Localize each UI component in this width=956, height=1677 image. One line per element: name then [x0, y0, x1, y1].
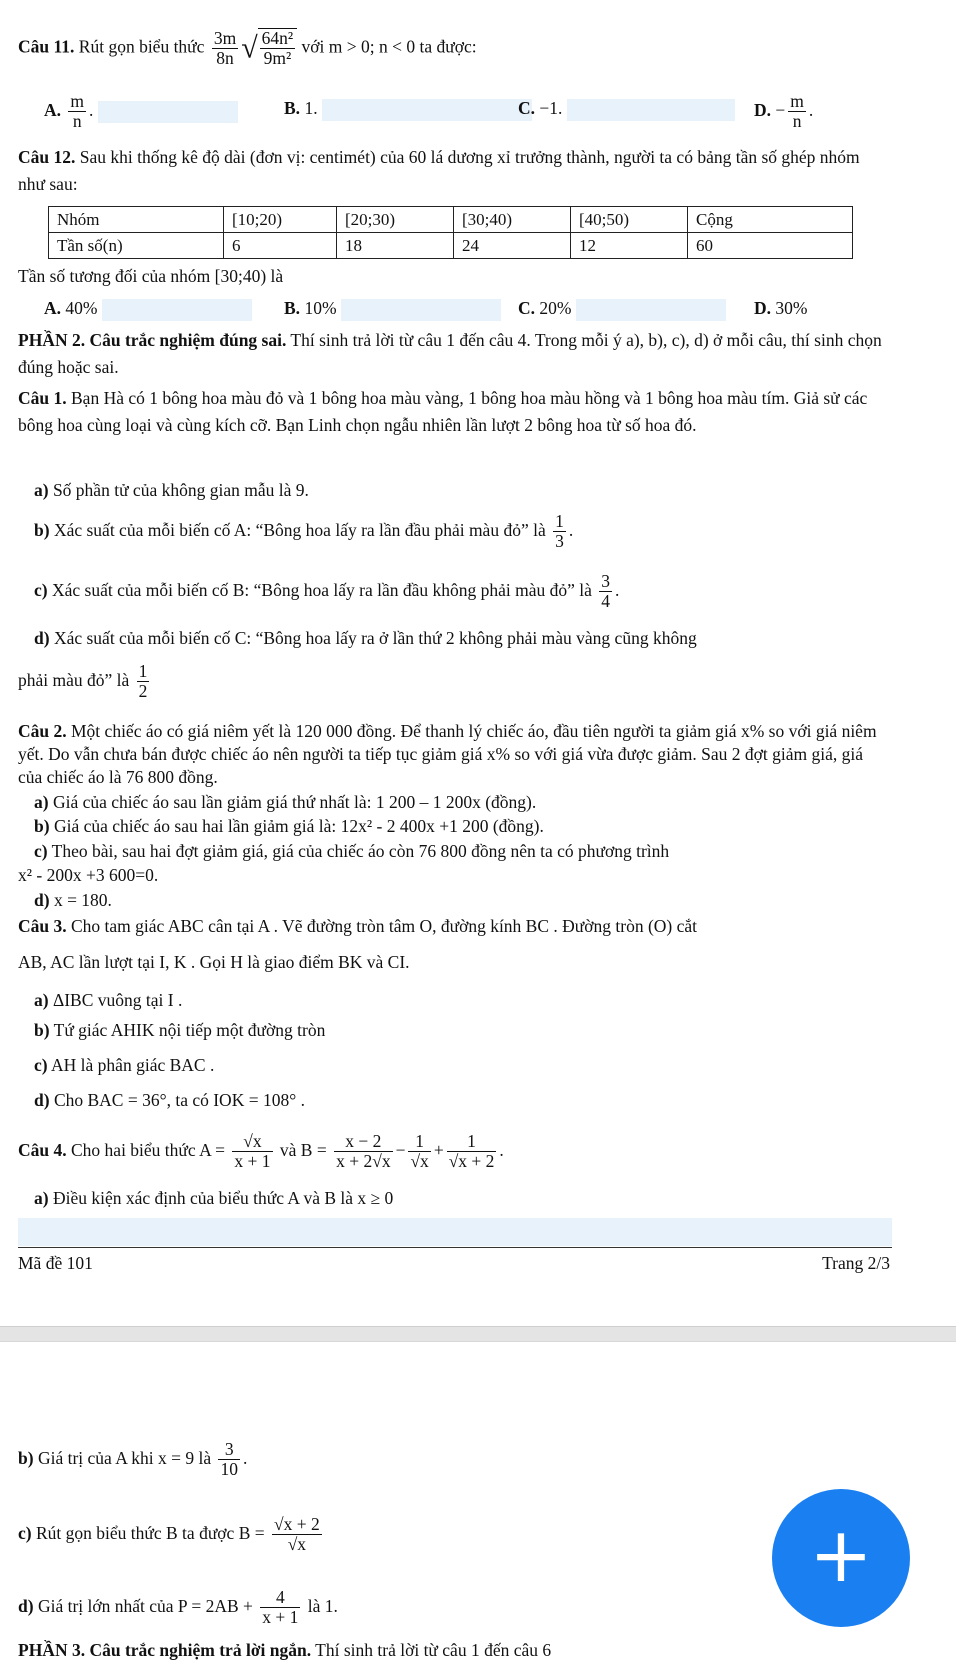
fraction: $\frac{3m}{8n}$ — [213, 27, 237, 68]
table-cell: 60 — [688, 233, 853, 259]
table-cell: [40;50) — [571, 207, 688, 233]
highlight-bar — [98, 101, 238, 123]
table-cell: [20;30) — [337, 207, 454, 233]
statement-d[interactable]: d) Cho BAC = 36°, ta có IOK = 108° . — [34, 1090, 305, 1110]
statement-b[interactable]: b) Tứ giác AHIK nội tiếp một đường tròn — [34, 1020, 326, 1040]
question-1: Câu 1. Bạn Hà có 1 bông hoa màu đỏ và 1 bông hoa màu vàng, 1 bông hoa màu hồng và 1 bông hoa màu tím. Giả sử các bông hoa cùng loại và cùng kích cỡ. Bạn Linh chọn ngẫu nhiên lần lượt 2 bông hoa từ số hoa đó. — [18, 388, 868, 435]
statement-a[interactable]: a) Số phần tử của không gian mẫu là 9. — [34, 480, 309, 500]
statement-d[interactable]: d) Giá trị lớn nhất của P = 2AB + $\frac{4}{x + 1}$ là 1. — [18, 1587, 338, 1628]
statement-d[interactable]: d) Xác suất của mỗi biến cố C: “Bông hoa lấy ra ở lần thứ 2 không phải màu vàng cũng không — [34, 628, 697, 648]
option-d[interactable]: D. 30% — [754, 298, 808, 318]
statement-a[interactable]: a) Giá của chiếc áo sau lần giảm giá thứ nhất là: 1 200 – 1 200x (đồng). — [34, 792, 537, 812]
table-row — [49, 233, 853, 259]
equation: x² - 200x +3 600=0. — [18, 865, 159, 885]
question-3: Câu 3. Cho tam giác ABC cân tại A . Vẽ đường tròn tâm O, đường kính BC . Đường tròn (O) cắt — [18, 916, 698, 936]
condition-text: với m > 0; n < 0 ta được: — [301, 36, 477, 57]
part-3-heading: PHẦN 3. Câu trắc nghiệm trả lời ngắn. Thí sinh trả lời từ câu 1 đến câu 6 — [18, 1640, 552, 1660]
table-cell: 24 — [454, 233, 571, 259]
highlight-bar — [567, 99, 735, 121]
question-text: Rút gọn biểu thức — [78, 36, 205, 57]
question-text: Sau khi thống kê độ dài (đơn vị: centimét) của 60 lá dương xỉ trưởng thành, người ta có bảng tần số ghép nhóm như sau: — [18, 147, 860, 194]
highlight-bar — [576, 299, 726, 321]
question-12 — [18, 144, 890, 198]
table-cell: 6 — [224, 233, 337, 259]
highlight-bar — [341, 299, 501, 321]
page-number: Trang 2/3 — [822, 1253, 890, 1273]
table-header-row — [49, 207, 853, 233]
footer-divider — [18, 1247, 892, 1248]
highlight-bar — [102, 299, 252, 321]
option-b[interactable]: B. 1. — [284, 98, 532, 121]
sqrt-symbol: √ — [241, 31, 258, 65]
add-button[interactable] — [772, 1489, 910, 1627]
table-cell: 12 — [571, 233, 688, 259]
statement-d-cont: phải màu đỏ” là $\frac{1}{2}$ — [18, 661, 148, 702]
statement-a[interactable]: a) Điều kiện xác định của biểu thức A và B là x ≥ 0 — [34, 1188, 394, 1208]
part-2-heading: PHẦN 2. Câu trắc nghiệm đúng sai. Thí sinh trả lời từ câu 1 đến câu 4. Trong mỗi ý a), b), c), d) ở mỗi câu, thí sinh chọn đúng hoặc sai. — [18, 330, 882, 377]
page-separator — [0, 1326, 956, 1342]
question-4: Câu 4. Cho hai biểu thức A = $\frac{√x}{x + 1}$ và B = $\frac{x - 2}{x + 2√x}$ − $\frac{1}{√x}$ + $\frac{1}{√x + 2}$ . — [18, 1131, 504, 1172]
question-label: Câu 11. — [18, 36, 75, 57]
option-c[interactable]: C. 20% — [518, 298, 726, 321]
question-11 — [18, 28, 477, 69]
statement-c[interactable]: c) Theo bài, sau hai đợt giảm giá, giá của chiếc áo còn 76 800 đồng nên ta có phương trình — [34, 841, 670, 861]
exam-code: Mã đề 101 — [18, 1253, 93, 1273]
statement-a[interactable]: a) ΔIBC vuông tại I . — [34, 990, 183, 1010]
question-3-cont: AB, AC lần lượt tại I, K . Gọi H là giao điểm BK và CI. — [18, 952, 410, 972]
statement-b[interactable]: b) Giá trị của A khi x = 9 là $\frac{3}{10}$ . — [18, 1439, 248, 1480]
option-d[interactable]: D. − $\frac{m}{n}$ . — [754, 91, 814, 132]
question-label: Câu 12. — [18, 147, 76, 167]
radicand: $\frac{\text{64n²}}{\text{9m²}}$ — [258, 28, 298, 69]
question-text: Tần số tương đối của nhóm [30;40) là — [18, 266, 284, 286]
table-cell: Tần số(n) — [49, 233, 224, 259]
option-a[interactable]: A. $\frac{m}{n}$ . — [44, 92, 238, 132]
plus-icon: + — [809, 1510, 873, 1599]
option-a[interactable]: A. 40% — [44, 298, 252, 321]
table-cell: Cộng — [688, 207, 853, 233]
statement-b[interactable]: b) Xác suất của mỗi biến cố A: “Bông hoa lấy ra lần đầu phải màu đỏ” là $\frac{1}{3}$ . — [34, 511, 574, 552]
highlight-bar — [322, 99, 532, 121]
statement-b[interactable]: b) Giá của chiếc áo sau hai lần giảm giá là: 12x² - 2 400x +1 200 (đồng). — [34, 816, 544, 836]
option-c[interactable]: C. −1. — [518, 98, 735, 121]
table-cell: 18 — [337, 233, 454, 259]
statement-c[interactable]: c) Xác suất của mỗi biến cố B: “Bông hoa lấy ra lần đầu không phải màu đỏ” là $\frac{3}{4}$ . — [34, 571, 620, 612]
question-2: Câu 2. Một chiếc áo có giá niêm yết là 120 000 đồng. Để thanh lý chiếc áo, đầu tiên người ta giảm giá x% so với giá niêm yết. Do vẫn chưa bán được chiếc áo nên người ta tiếp tục giảm giá x% so với giá vừa được giảm. Sau 2 đợt giảm giá, giá của chiếc áo là 76 800 đồng. — [18, 721, 877, 787]
table-cell: Nhóm — [49, 207, 224, 233]
statement-d[interactable]: d) x = 180. — [34, 890, 112, 910]
frequency-table — [48, 206, 853, 259]
table-cell: [30;40) — [454, 207, 571, 233]
statement-c[interactable]: c) Rút gọn biểu thức B ta được B = $\frac{√x + 2}{√x}$ — [18, 1514, 320, 1555]
table-cell: [10;20) — [224, 207, 337, 233]
option-b[interactable]: B. 10% — [284, 298, 501, 321]
statement-c[interactable]: c) AH là phân giác BAC . — [34, 1055, 215, 1075]
highlight-bar — [18, 1218, 892, 1246]
